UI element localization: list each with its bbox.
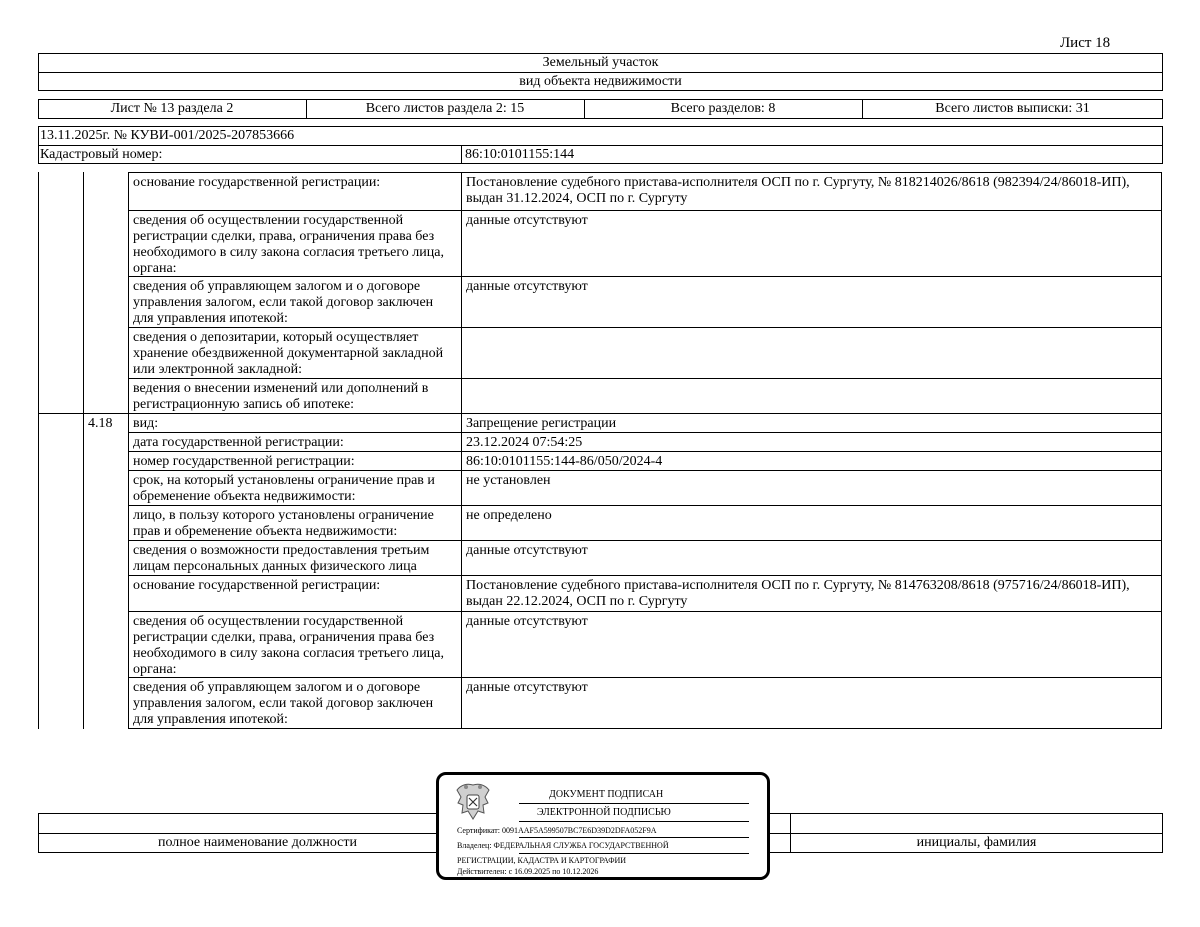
block-b-value-pledge-manager: данные отсутствуют: [466, 680, 588, 695]
block-b-label-registration-number: номер государственной регистрации:: [133, 454, 355, 469]
block-b-value-personal-data: данные отсутствуют: [466, 543, 588, 558]
block-a-label-no-consent: сведения об осуществлении государственной регистрации сделки, права, ограничения права без необходимого в силу закона согласия третьего лица, органа:: [133, 213, 444, 275]
block-a-label-pledge-manager: сведения об управляющем залогом и о договоре управления залогом, если такой договор заключен для управления ипотекой:: [133, 279, 434, 326]
object-type: Земельный участок: [542, 55, 659, 70]
electronic-signature-stamp: [436, 772, 770, 880]
stamp-validity: Действителен: с 16.09.2025 по 10.12.2026: [457, 867, 599, 876]
block-a-value-registration-basis: Постановление судебного пристава-исполнителя ОСП по г. Сургуту, № 818214026/8618 (982394/24/86018-ИП), выдан 31.12.2024, ОСП по г. Сургуту: [466, 175, 1130, 206]
stamp-title-line2: ЭЛЕКТРОННОЙ ПОДПИСЬЮ: [537, 807, 671, 818]
section-sheet-number: Лист № 13 раздела 2: [110, 101, 234, 116]
block-a-label-depositary: сведения о депозитарии, который осуществляет хранение обездвиженной документарной закладной или электронной закладной:: [133, 330, 444, 377]
block-a-value-pledge-manager: данные отсутствуют: [466, 279, 588, 294]
block-b-value-registration-basis: Постановление судебного пристава-исполнителя ОСП по г. Сургуту, № 814763208/8618 (975716/24/86018-ИП), выдан 22.12.2024, ОСП по г. Сургуту: [466, 578, 1130, 609]
block-b-label-beneficiary: лицо, в пользу которого установлены ограничение прав и обременение объекта недвижимости:: [133, 508, 434, 539]
name-caption: инициалы, фамилия: [916, 835, 1037, 850]
block-a-label-mortgage-changes: ведения о внесении изменений или дополнений в регистрационную запись об ипотеке:: [133, 381, 429, 412]
sheet-number: Лист 18: [1060, 35, 1111, 51]
block-b-label-pledge-manager: сведения об управляющем залогом и о договоре управления залогом, если такой договор заключен для управления ипотекой:: [133, 680, 434, 727]
section-sheet-total: Всего листов раздела 2: 15: [365, 101, 525, 116]
stamp-owner-line2: РЕГИСТРАЦИИ, КАДАСТРА И КАРТОГРАФИИ: [457, 856, 627, 865]
block-a-value-mortgage-changes: [463, 380, 1160, 412]
object-type-caption: вид объекта недвижимости: [519, 74, 682, 89]
block-b-value-term: не установлен: [466, 473, 551, 488]
sections-total: Всего разделов: 8: [670, 101, 776, 116]
extract-id: 13.11.2025г. № КУВИ-001/2025-207853666: [40, 128, 295, 143]
block-b-value-registration-number: 86:10:0101155:144-86/050/2024-4: [466, 454, 663, 469]
block-b-label-registration-date: дата государственной регистрации:: [133, 435, 344, 450]
block-b-value-registration-date: 23.12.2024 07:54:25: [466, 435, 583, 450]
cadastral-number: 86:10:0101155:144: [465, 147, 575, 162]
block-b-label-registration-basis: основание государственной регистрации:: [133, 578, 381, 593]
block-a-value-depositary: [463, 329, 1160, 377]
emblem-icon: [453, 781, 493, 825]
extract-sheets-total: Всего листов выписки: 31: [935, 101, 1090, 116]
block-b-value-type: Запрещение регистрации: [466, 416, 617, 431]
block-a-label-registration-basis: основание государственной регистрации:: [133, 175, 381, 190]
block-b-value-beneficiary: не определено: [466, 508, 552, 523]
position-caption: полное наименование должности: [157, 835, 358, 850]
block-b-label-term: срок, на который установлены ограничение прав и обременение объекта недвижимости:: [133, 473, 435, 504]
block-b-label-personal-data: сведения о возможности предоставления третьим лицам персональных данных физического лица: [133, 543, 430, 574]
block-b-value-no-consent: данные отсутствуют: [466, 614, 588, 629]
stamp-title-line1: ДОКУМЕНТ ПОДПИСАН: [549, 789, 664, 800]
block-b-label-type: вид:: [133, 416, 159, 431]
cadastral-label: Кадастровый номер:: [40, 147, 163, 162]
stamp-certificate: Сертификат: 0091AAF5A599507BC7E6D39D2DFA052F9A: [457, 826, 657, 835]
block-a-value-no-consent: данные отсутствуют: [466, 213, 588, 228]
stamp-owner-line1: Владелец: ФЕДЕРАЛЬНАЯ СЛУЖБА ГОСУДАРСТВЕННОЙ: [457, 841, 669, 850]
record-number: 4.18: [88, 416, 113, 431]
block-b-label-no-consent: сведения об осуществлении государственной регистрации сделки, права, ограничения права без необходимого в силу закона согласия третьего лица, органа:: [133, 614, 444, 677]
